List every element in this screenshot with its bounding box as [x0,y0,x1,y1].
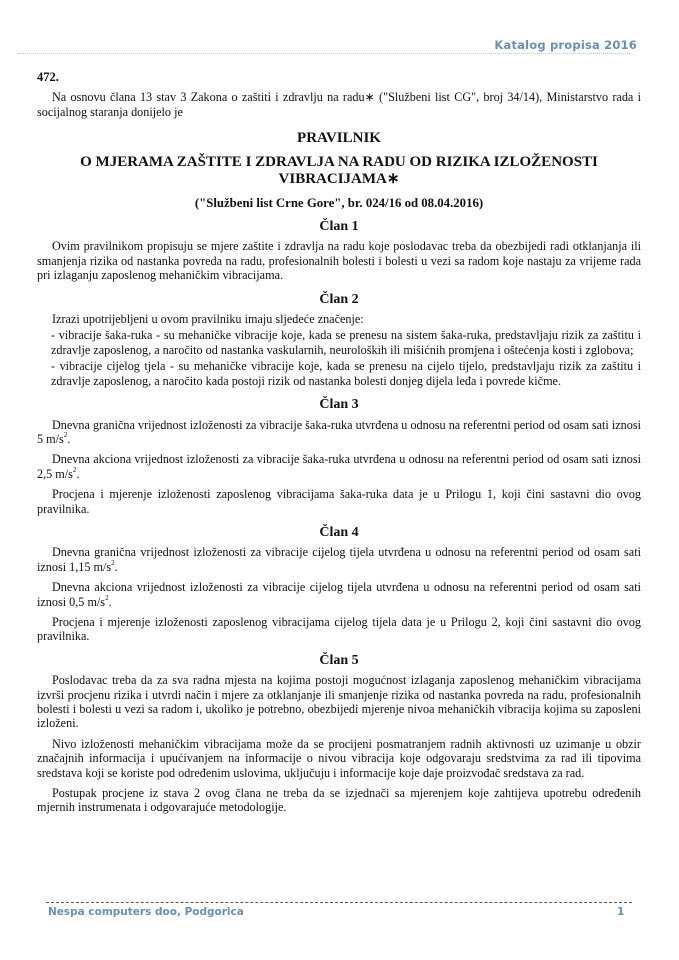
document-subtitle: O MJERAMA ZAŠTITE I ZDRAVLJA NA RADU OD RIZIKA IZLOŽENOSTI VIBRACIJAMA∗ [80,153,598,187]
article-5-paragraph-1: Poslodavac treba da za sva radna mjesta na kojima postoji mogućnost izlaganja zaposlenog mehaničkim vibracijama izvrši procjenu rizika i utvrdi način i mjere za otklanjanje ili smanjenje rizika od nastanka povreda na radu, profesionalnih bolesti i bolesti u vezi sa radom i, ukoliko je potrebno, obezbijedi mjerenje nivoa mehaničkih vibracija kojima su zaposleni izloženi. [37,673,641,731]
article-heading-3: Član 3 [319,397,359,413]
article-5-paragraph-3: Postupak procjene iz stava 2 ovog člana ne treba da se izjednači sa mjerenjem koje zahtijeva upotrebu određenih mjernih instrumenata i odgovarajuće metodologije. [37,786,641,815]
document-title: PRAVILNIK [297,130,381,147]
article-3-paragraph-2 [37,452,641,481]
unit-exponent: 2 [72,465,77,474]
gazette-reference: ("Službeni list Crne Gore", br. 024/16 od 08.04.2016) [194,195,484,210]
period: . [76,466,80,481]
period: . [108,594,112,609]
footer-publisher: Nespa computers doo, Podgorica [48,906,244,918]
article-heading-5: Član 5 [319,652,359,668]
article-1-paragraph: Ovim pravilnikom propisuju se mjere zaštite i zdravlja na radu koje poslodavac treba da obezbijedi radi otklanjanja ili smanjenja rizika od nastanka povreda na radu, profesionalnih bolesti i bolesti u vezi sa radom koje nastaju za vrijeme rada pri izlaganju zaposlenog mehaničkim vibracijama. [37,239,641,283]
article-3-p1-text: Dnevna granična vrijednost izloženosti za vibracije šaka-ruka utvrđena u odnosu na referentni period od osam sati iznosi 5 m/s [37,417,641,446]
article-3-paragraph-1 [37,418,641,447]
article-5-paragraph-2: Nivo izloženosti mehaničkim vibracijama može da se procijeni posmatranjem radnih aktivnosti uz uzimanje u obzir značajnih informacija i upućivanjem na informacije o nivou vibracija koje odgovaraju sredstvima za rad ili tipovima sredstava koji se koriste pod određenim uslovima, uključuju i informacije koje daje proizvođač sredstava za rad. [37,736,641,780]
article-4-p2-text: Dnevna akciona vrijednost izloženosti za vibracije cijelog tijela utvrđena u odnosu na referentni period od osam sati iznosi 0,5 m/s [37,580,641,609]
document-number: 472. [37,70,59,84]
intro-paragraph: Na osnovu člana 13 stav 3 Zakona o zaštiti i zdravlju na radu∗ ("Službeni list CG", broj 34/14), Ministarstvo rada i socijalnog staranja donijelo je [37,90,641,119]
unit-exponent: 2 [111,558,115,567]
definition-item-whole-body: - vibracije cijelog tjela - su mehaničke vibracije koje, kada se prenesu na cijelo tijelo, predstavljaju rizik za zaštitu i zdravlje zaposlenog, a naročito kada postoji rizik od nastanka bolesti donjeg dijela leđa i povrede kičme. [51,359,641,388]
period: . [114,559,118,574]
document-body [37,70,641,821]
article-3-p2-text: Dnevna akciona vrijednost izloženosti za vibracije šaka-ruka utvrđena u odnosu na referentni period od osam sati iznosi 2,5 m/s [37,452,641,481]
article-4-paragraph-3: Procjena i mjerenje izloženosti zaposlenog vibracijama cijelog tijela data je u Prilogu 2, koji čini sastavni dio ovog pravilnika. [37,614,641,644]
article-4-paragraph-2 [37,580,641,609]
article-heading-4: Član 4 [319,524,359,540]
unit-exponent: 2 [63,430,68,439]
period: . [67,431,71,446]
article-3-paragraph-3: Procjena i mjerenje izloženosti zaposlenog vibracijama šaka-ruka data je u Prilogu 1, koji čini sastavni dio ovog pravilnika. [37,487,641,516]
definition-item-hand-arm: - vibracije šaka-ruka - su mehaničke vibracije koje, kada se prenesu na sistem šaka-ruka, predstavljaju rizik za zaštitu i zdravlje zaposlenog, a naročito od nastanka vaskularnih, neuroloških ili mišićnih promjena i oštećenja kosti i zglobova; [51,328,641,357]
header-divider [18,53,630,54]
article-4-paragraph-1 [37,545,641,574]
footer-divider [46,902,632,903]
unit-exponent: 2 [105,593,109,602]
article-heading-2: Član 2 [319,291,359,307]
article-heading-1: Član 1 [319,219,359,235]
article-4-p1-text: Dnevna granična vrijednost izloženosti za vibracije cijelog tijela utvrđena u odnosu na referentni period od osam sati iznosi 1,15 m/s [37,545,641,574]
article-2-paragraph: Izrazi upotrijebljeni u ovom pravilniku imaju sljedeće značenje: [52,312,364,327]
header-title: Katalog propisa 2016 [494,38,637,52]
page-number: 1 [617,906,625,918]
